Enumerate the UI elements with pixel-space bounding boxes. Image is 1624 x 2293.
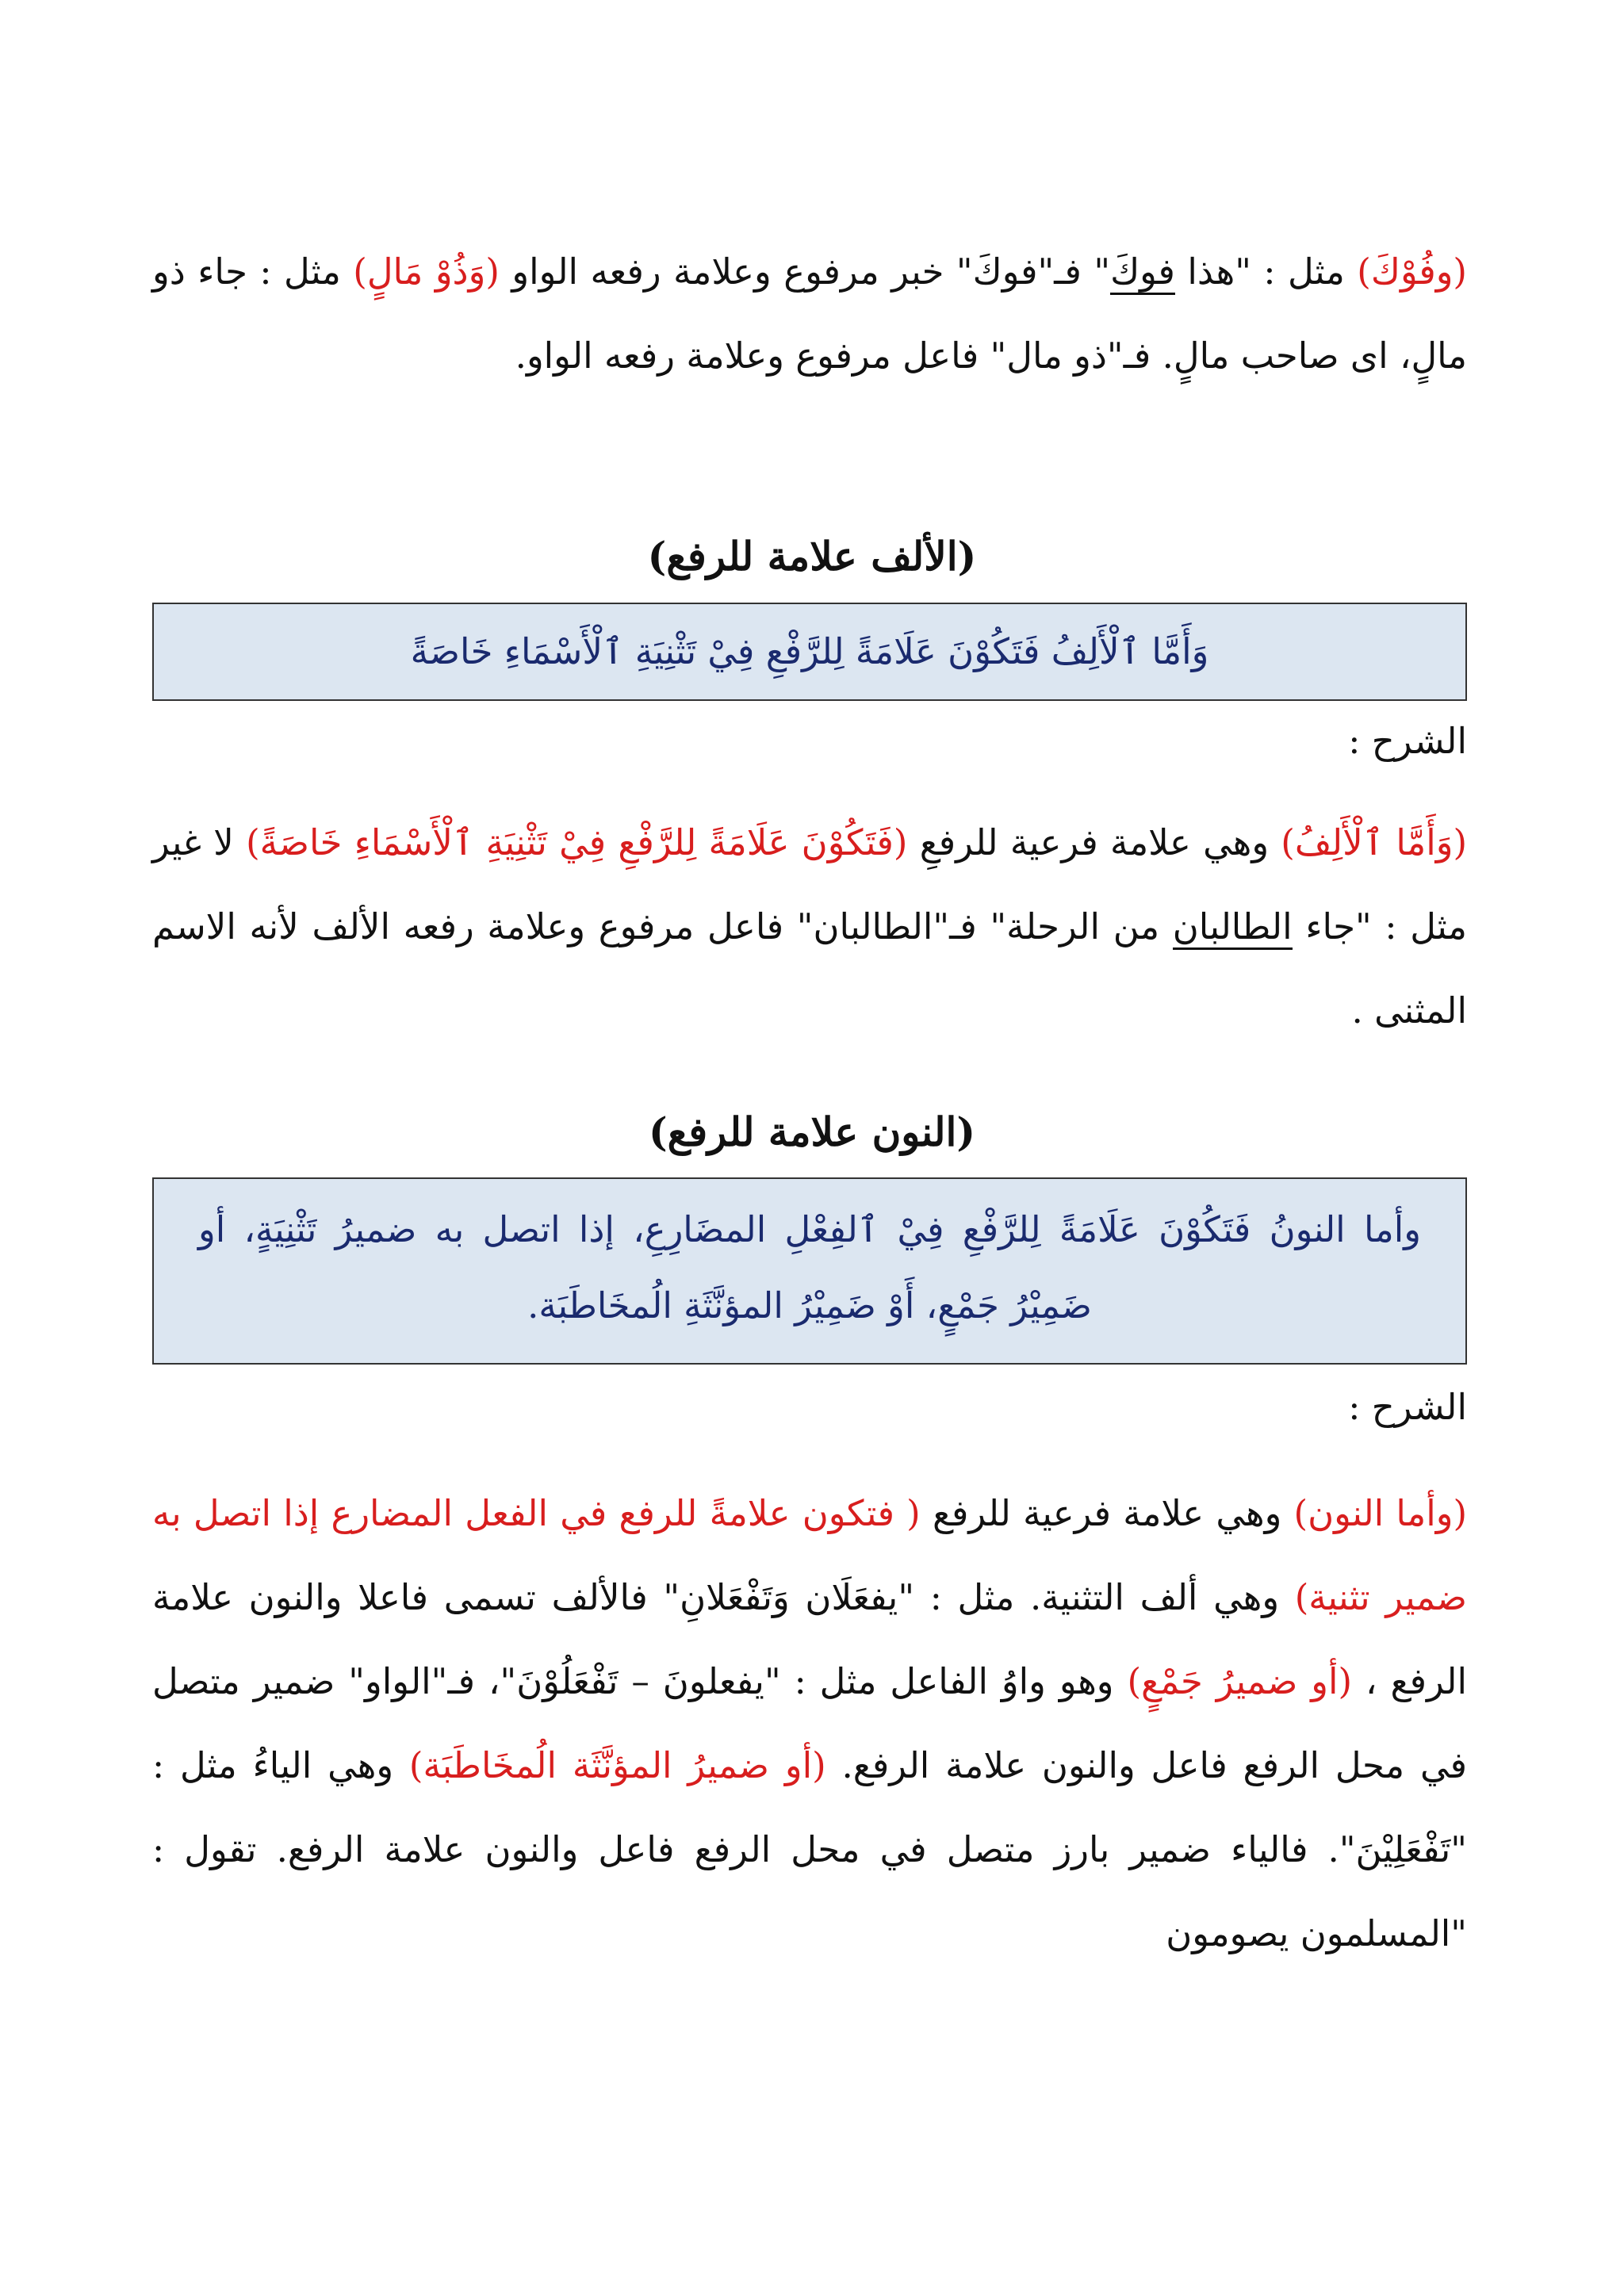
text: وهي الياءُ مثل : "تَفْعَلِيْنَ". فالياء ضمير بارز متصل في محل الرفع فاعل والنون علامة الرفع. تقول : "المسلمون يصومون: [152, 1744, 1467, 1954]
heading-nun: (النون علامة للرفع): [648, 1108, 976, 1155]
sharh-label: الشرح :: [1348, 720, 1467, 762]
term-plural-pronoun: (أو ضميرُ جَمْعٍ): [1127, 1660, 1353, 1702]
text: وهو واوُ الفاعل مثل : "يفعلونَ – تَفْعَلُوْنَ"، فـ"الواو" ضمير متصل في محل الرفع فاعل والنون علامة الرفع.: [152, 1660, 1467, 1786]
term-fuka: (وفُوْكَ): [1357, 251, 1467, 293]
text: وهي علامة فرعية للرفعِ: [907, 821, 1281, 863]
term-alif: (وَأَمَّا ٱلْأَلِفُ): [1281, 821, 1468, 863]
term-nun: (وأما النون): [1293, 1492, 1468, 1534]
matn-box-nun: وأما النونُ فَتَكُوْنَ عَلَامَةً لِلرَّفْعِ فِيْ ٱلفِعْلِ المضَارِعِ، إذا اتصل به ضميرُ تَثْنِيَةٍ، أو ضَمِيْرُ جَمْعٍ، أَوْ ضَمِيْرُ المؤنَّثَةِ الُمخَاطَبَة.: [152, 1177, 1467, 1365]
heading-alif: (الألف علامة للرفع): [647, 533, 977, 580]
term-feminine-pronoun: (أو ضميرُ المؤنَّثَة الُمخَاطَبَة): [408, 1744, 826, 1786]
underlined-word: الطالبان: [1173, 905, 1293, 950]
term-nun-quote: ( فتكون علامةً للرفع في الفعل المضارع إذا اتصل به ضمير تثنية): [152, 1492, 1467, 1618]
text: " فـ"فوكَ" خبر مرفوع وعلامة رفعه الواو: [499, 251, 1111, 293]
underlined-word: فوكَ: [1110, 251, 1175, 295]
term-alif-quote: (فَتَكُوْنَ عَلَامَةً لِلرَّفْعِ فِيْ تَثْنِيَةِ ٱلْأَسْمَاءِ خَاصَةً): [246, 821, 908, 863]
text: وهي علامة فرعية للرفع: [920, 1492, 1294, 1534]
text: وهي ألف التثنية. مثل : "يفعَلَان وَتَفْعَلانِ" فالألف تسمى فاعلا والنون علامة الرفع ،: [152, 1576, 1467, 1702]
paragraph-foka-dhu-mal: [152, 230, 1467, 398]
text: من الرحلة" فـ"الطالبان" فاعل مرفوع وعلامة رفعه الألف لأنه الاسم المثنى .: [152, 905, 1467, 1032]
matn-box-alif: وَأَمَّا ٱلْأَلِفُ فَتَكُوْنَ عَلَامَةً لِلرَّفْعِ فِيْ تَثْنِيَةِ ٱلْأَسْمَاءِ خَاصَةً: [152, 603, 1467, 701]
text: مثل : "هذا: [1174, 251, 1358, 293]
text: لا غير مثل : "جاء: [152, 821, 1467, 947]
paragraph-alif-explanation: [152, 801, 1467, 1053]
text: مثل : جاء ذو مالٍ، اى صاحب مالٍ. فـ"ذو مال" فاعل مرفوع وعلامة رفعه الواو.: [152, 251, 1467, 377]
term-dhu-mal: (وَذُوْ مَالٍ): [353, 251, 500, 293]
paragraph-nun-explanation: [152, 1472, 1467, 1976]
sharh-label: الشرح :: [1348, 1386, 1467, 1428]
